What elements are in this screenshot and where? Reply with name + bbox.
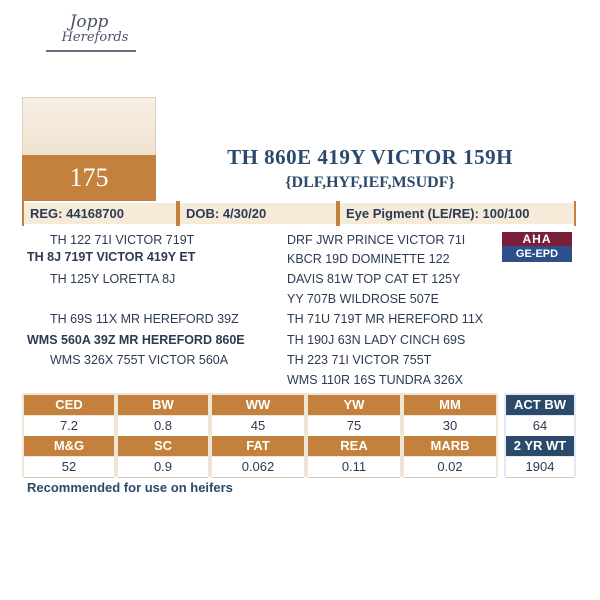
pedigree-dam-sire: TH 69S 11X MR HEREFORD 39Z (50, 312, 239, 326)
epd-value-sc: 0.9 (118, 457, 208, 478)
pedigree-right-6: TH 190J 63N LADY CINCH 69S (287, 333, 466, 347)
two-yr-wt-header: 2 YR WT (506, 436, 574, 456)
pedigree-sire-dam: TH 125Y LORETTA 8J (50, 272, 176, 286)
logo-swoosh (46, 50, 136, 52)
pedigree-right-5: TH 71U 719T MR HEREFORD 11X (287, 312, 484, 326)
pedigree-right-8: WMS 110R 16S TUNDRA 326X (287, 373, 463, 387)
epd-value-fat: 0.062 (212, 457, 304, 478)
lot-number: 175 (69, 163, 109, 192)
pedigree-right-7: TH 223 71I VICTOR 755T (287, 353, 432, 367)
epd-value-mg: 52 (24, 457, 114, 478)
animal-name: TH 860E 419Y VICTOR 159H (227, 145, 513, 169)
epd-value-yw: 75 (308, 416, 400, 437)
logo-line-1: Jopp (69, 12, 109, 32)
eye-pigment-cell (340, 201, 574, 226)
pedigree-dam-dam: WMS 326X 755T VICTOR 560A (50, 353, 229, 367)
logo-line-2: Herefords (61, 30, 129, 45)
genetic-status: {DLF,HYF,IEF,MSUDF} (285, 174, 455, 191)
aha-logo-top: AHA (502, 232, 572, 246)
dob-cell (180, 201, 336, 226)
recommendation-note: Recommended for use on heifers (27, 480, 233, 495)
epd-header-mg: M&G (24, 436, 114, 456)
epd-header-ced: CED (24, 395, 114, 415)
pedigree-sire-sire: TH 122 71I VICTOR 719T (50, 233, 195, 247)
epd-value-ww: 45 (212, 416, 304, 437)
epd-value-ced: 7.2 (24, 416, 114, 437)
pedigree-right-4: YY 707B WILDROSE 507E (287, 292, 439, 306)
epd-header-mm: MM (404, 395, 496, 415)
epd-value-mm: 30 (404, 416, 496, 437)
act-bw-header: ACT BW (506, 395, 574, 415)
epd-value-marb: 0.02 (404, 457, 496, 478)
epd-header-bw: BW (118, 395, 208, 415)
epd-header-rea: REA (308, 436, 400, 456)
epd-value-rea: 0.11 (308, 457, 400, 478)
epd-header-fat: FAT (212, 436, 304, 456)
registration-cell (24, 201, 176, 226)
brand-logo (22, 14, 156, 46)
date-of-birth: DOB: 4/30/20 (180, 203, 336, 224)
pedigree-dam: WMS 560A 39Z MR HEREFORD 860E (27, 333, 245, 347)
two-yr-wt-value: 1904 (506, 457, 574, 478)
eye-pigment: Eye Pigment (LE/RE): 100/100 (340, 203, 574, 224)
pedigree-sire: TH 8J 719T VICTOR 419Y ET (27, 250, 196, 264)
registration-number: REG: 44168700 (24, 203, 176, 224)
epd-header-sc: SC (118, 436, 208, 456)
aha-logo-bottom: GE-EPD (502, 246, 572, 262)
epd-header-marb: MARB (404, 436, 496, 456)
epd-value-bw: 0.8 (118, 416, 208, 437)
pedigree-right-1: DRF JWR PRINCE VICTOR 71I (287, 233, 466, 247)
epd-header-ww: WW (212, 395, 304, 415)
epd-header-yw: YW (308, 395, 400, 415)
act-bw-value: 64 (506, 416, 574, 437)
pedigree-right-3: DAVIS 81W TOP CAT ET 125Y (287, 272, 461, 286)
pedigree-right-2: KBCR 19D DOMINETTE 122 (287, 252, 450, 266)
